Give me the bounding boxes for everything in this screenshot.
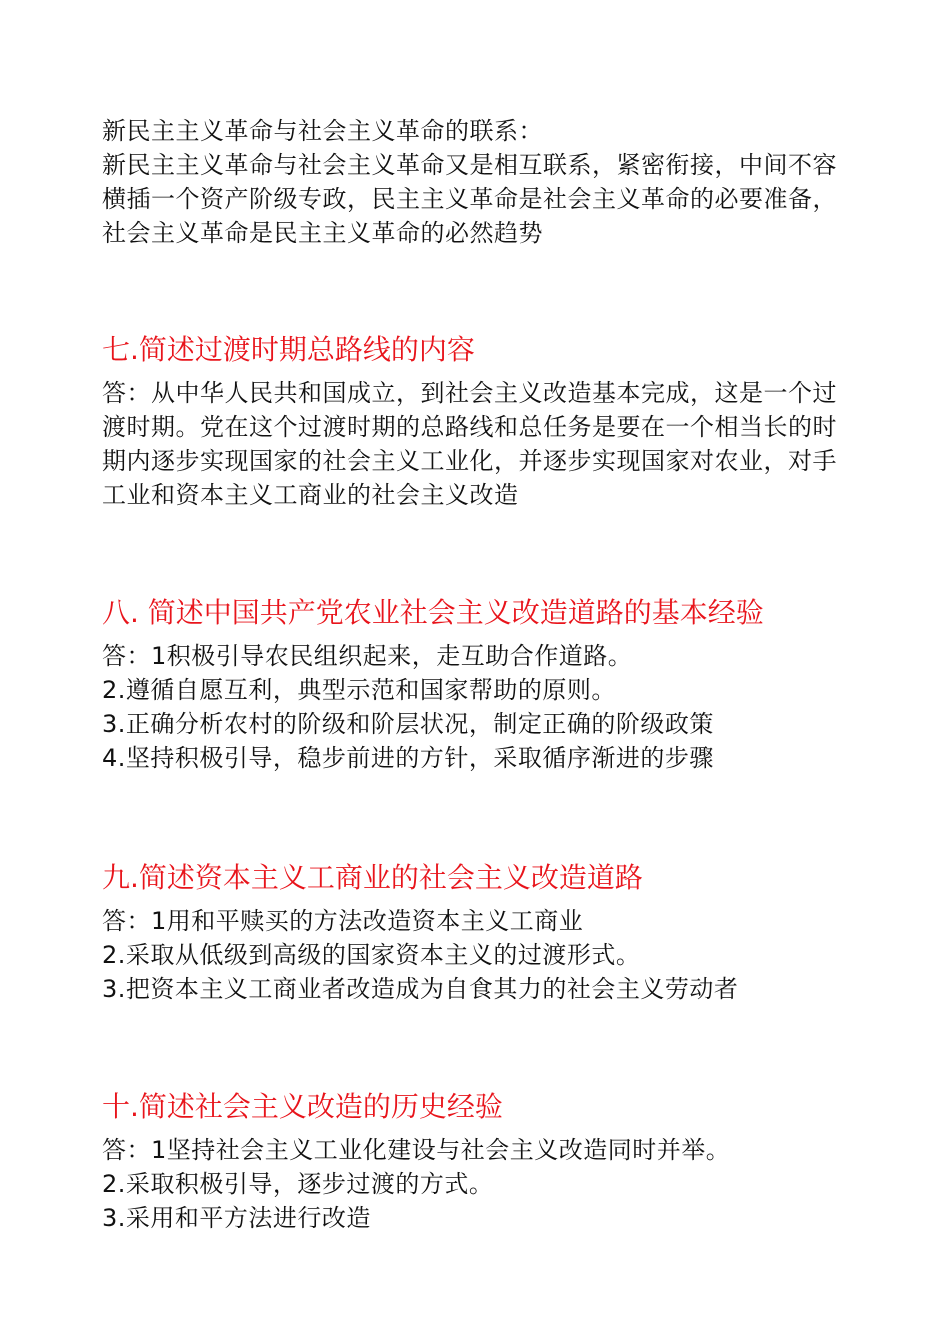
answer-line: 期内逐步实现国家的社会主义工业化，并逐步实现国家对农业，对手: [102, 447, 837, 475]
intro-line: 新民主主义革命与社会主义革命的联系：: [102, 117, 543, 145]
section-9: [102, 858, 862, 1006]
answer-line: 答：1积极引导农民组织起来，走互助合作道路。: [102, 642, 633, 670]
answer-line: 2.采取从低级到高级的国家资本主义的过渡形式。: [102, 941, 641, 969]
intro-line: 新民主主义革命与社会主义革命又是相互联系，紧密衔接，中间不容: [102, 151, 837, 179]
section-8: [102, 593, 862, 775]
answer-line: 3.采用和平方法进行改造: [102, 1204, 371, 1232]
section-heading: 七.简述过渡时期总路线的内容: [102, 333, 475, 366]
section-7: [102, 330, 862, 512]
section-heading: 九.简述资本主义工商业的社会主义改造道路: [102, 861, 643, 894]
answer-line: 3.正确分析农村的阶级和阶层状况，制定正确的阶级政策: [102, 710, 714, 738]
answer-line: 2.遵循自愿互利，典型示范和国家帮助的原则。: [102, 676, 616, 704]
section-heading: 八. 简述中国共产党农业社会主义改造道路的基本经验: [102, 596, 764, 629]
section-10: [102, 1087, 862, 1235]
answer-line: 渡时期。党在这个过渡时期的总路线和总任务是要在一个相当长的时: [102, 413, 837, 441]
intro-line: 社会主义革命是民主主义革命的必然趋势: [102, 219, 543, 247]
intro-line: 横插一个资产阶级专政，民主主义革命是社会主义革命的必要准备，: [102, 185, 837, 213]
answer-line: 答：从中华人民共和国成立，到社会主义改造基本完成，这是一个过: [102, 379, 837, 407]
answer-line: 工业和资本主义工商业的社会主义改造: [102, 481, 519, 509]
answer-line: 答：1用和平赎买的方法改造资本主义工商业: [102, 907, 584, 935]
section-heading: 十.简述社会主义改造的历史经验: [102, 1090, 503, 1123]
answer-line: 2.采取积极引导，逐步过渡的方式。: [102, 1170, 494, 1198]
answer-line: 4.坚持积极引导，稳步前进的方针，采取循序渐进的步骤: [102, 744, 714, 772]
answer-line: 答：1坚持社会主义工业化建设与社会主义改造同时并举。: [102, 1136, 731, 1164]
intro-paragraph: [102, 114, 862, 250]
answer-line: 3.把资本主义工商业者改造成为自食其力的社会主义劳动者: [102, 975, 739, 1003]
